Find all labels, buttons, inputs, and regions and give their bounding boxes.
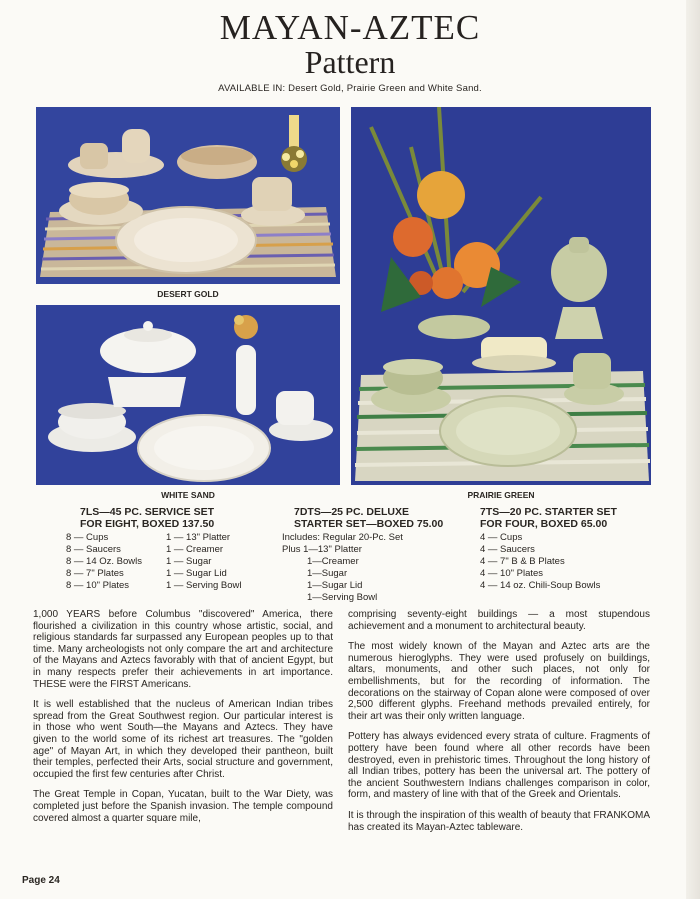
list-item: 4 — 14 oz. Chili-Soup Bowls: [480, 580, 601, 591]
body-paragraph: comprising seventy-eight buildings — a most stupendous achievement and a monument to architectural beauty.: [348, 609, 650, 632]
list-item: 1—Serving Bowl: [307, 592, 378, 603]
list-item: 1 — Sugar: [166, 556, 212, 567]
deluxe-set-heading-line1: 7DTS—25 PC. DELUXE: [294, 506, 409, 518]
deluxe-set-items: [282, 532, 403, 604]
white-sand-photo: [36, 305, 340, 485]
list-item: 4 — 10" Plates: [480, 568, 544, 579]
starter-set-heading-line2: FOR FOUR, BOXED 65.00: [480, 518, 608, 530]
body-paragraph: The most widely known of the Mayan and Aztec arts are the numerous hieroglyphs. They were used profusely on buildings, altars, monuments, and other such places, not only for embellishments, but for the recording of information. The decorations on the stairway of Copan alone were composed of over 2,500 different glyphs. Freehand methods prevailed entirely, for their art was their only written language.: [348, 641, 650, 722]
service-set-items-right: [166, 532, 242, 592]
list-item: 8 — 10" Plates: [66, 580, 130, 591]
list-item: 1—Creamer: [307, 556, 359, 567]
service-set-heading-line2: FOR EIGHT, BOXED 137.50: [80, 518, 215, 530]
prairie-green-caption: PRAIRIE GREEN: [467, 490, 535, 500]
starter-set-heading-line1: 7TS—20 PC. STARTER SET: [480, 506, 617, 518]
list-item: Includes: Regular 20-Pc. Set: [282, 532, 403, 543]
list-item: 1 — Creamer: [166, 544, 224, 555]
list-item: 1 — Serving Bowl: [166, 580, 242, 591]
page-title: MAYAN-AZTEC: [219, 8, 481, 47]
list-item: 1 — Sugar Lid: [166, 568, 227, 579]
list-item: 8 — 14 Oz. Bowls: [66, 556, 143, 567]
page-subtitle: Pattern: [304, 44, 396, 80]
list-item: 1—Sugar: [307, 568, 348, 579]
service-set-heading: [80, 506, 270, 530]
list-item: 1—Sugar Lid: [307, 580, 363, 591]
body-paragraph: 1,000 YEARS before Columbus "discovered" America, there flourished a civilization in this country whose artistic, social, and religious standards far surpassed any European peoples up to that time. Many archeologists not only compare the art and architecture of the Mayans and Aztecs favorably with that of ancient Egypt, but in many respects prefer their achievements in art importance. THESE were the FIRST Americans.: [33, 609, 333, 690]
service-set-heading-line1: 7LS—45 PC. SERVICE SET: [80, 506, 215, 518]
deluxe-set-heading-line2: STARTER SET—BOXED 75.00: [294, 518, 444, 530]
list-item: 1 — 13" Platter: [166, 532, 231, 543]
list-item: 4 — 7" B & B Plates: [480, 556, 565, 567]
list-item: 8 — Cups: [66, 532, 109, 543]
body-column-right: [348, 609, 650, 842]
list-item: 4 — Cups: [480, 532, 523, 543]
page-edge: [686, 0, 700, 899]
body-column-left: [33, 609, 333, 833]
deluxe-set-heading: [294, 506, 464, 530]
availability-line: AVAILABLE IN: Desert Gold, Prairie Green and White Sand.: [218, 83, 482, 94]
body-paragraph: The Great Temple in Copan, Yucatan, built to the War Diety, was completed just before the Spanish invasion. The temple compound covered almost a quarter square mile,: [33, 789, 333, 824]
starter-set-items: [480, 532, 600, 592]
list-item: Plus 1—13" Platter: [282, 544, 362, 555]
list-item: 4 — Saucers: [480, 544, 535, 555]
desert-gold-caption: DESERT GOLD: [157, 289, 219, 299]
prairie-green-photo: [351, 107, 651, 485]
list-item: 8 — Saucers: [66, 544, 121, 555]
body-paragraph: It is well established that the nucleus of American Indian tribes spread from the Great Southwest region. Our particular interest is in those who went South—the Mayans and Aztecs. They have given to the world some of its richest art treasures. The "golden age" of Mayan Art, in which they developed their pantheon, built their temples, perfected their Arts, social structure and government, occupied the first few centuries after Christ.: [33, 699, 333, 780]
white-sand-caption: WHITE SAND: [161, 490, 215, 500]
desert-gold-photo: [36, 107, 340, 284]
service-set-items-left: [66, 532, 142, 592]
body-paragraph: Pottery has always evidenced every strata of culture. Fragments of pottery have been found where all other records have been destroyed, even in prehistoric times. Throughout the long history of all Indian tribes, pottery has been the universal art. The pottery of the ancient Southwestern Indians challenges comparison in color, form, and mastery of line with that of the Greek and Orientals.: [348, 731, 650, 801]
body-paragraph: It is through the inspiration of this wealth of beauty that FRANKOMA has created its Mayan-Aztec tableware.: [348, 809, 650, 833]
list-item: 8 — 7" Plates: [66, 568, 124, 579]
page-number: Page 24: [22, 875, 60, 886]
starter-set-heading: [480, 506, 650, 530]
